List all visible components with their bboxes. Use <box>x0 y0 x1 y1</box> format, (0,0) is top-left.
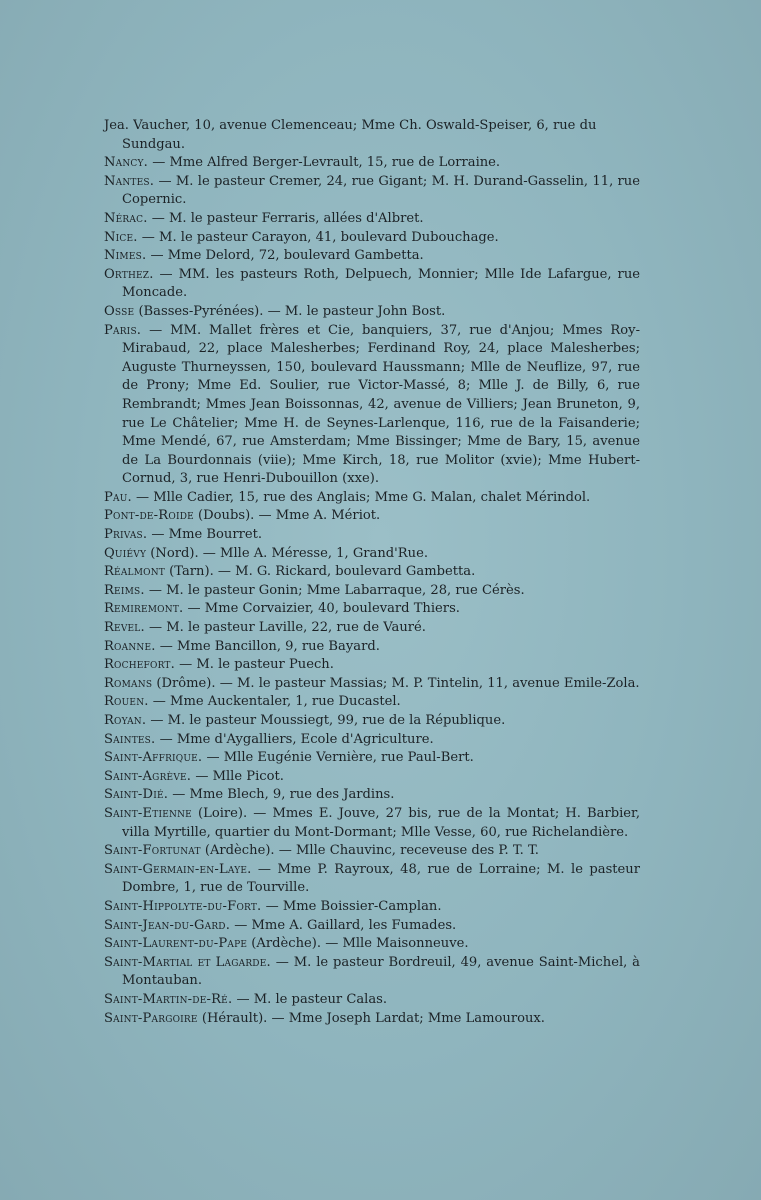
entry-text: — Mme A. Gaillard, les Fumades. <box>230 917 457 933</box>
entries <box>104 154 640 1028</box>
entry-text: — Mme Delord, 72, boulevard Gambetta. <box>146 248 424 264</box>
directory-entry <box>104 842 640 861</box>
entry-text: — M. le pasteur Laville, 22, rue de Vauré. <box>144 620 426 636</box>
continued-text: Jea. Vaucher, 10, avenue Clemenceau; Mme Ch. Oswald-Speiser, 6, rue du Sundgau. <box>104 118 597 152</box>
place-name: Saint-Fortunat <box>104 843 201 859</box>
place-name: Nérac. <box>104 210 148 226</box>
place-name: Rouen. <box>104 694 149 710</box>
entry-text: — Mlle Eugénie Vernière, rue Paul-Bert. <box>202 750 474 766</box>
place-name: Saint-Agrève. <box>104 768 192 784</box>
entry-text: (Loire). — Mmes E. Jouve, 27 bis, rue de la Montat; H. Barbier, villa Myrtille, quartier du Mont-Dormant; Mlle Vesse, 60, rue Richelandière. <box>122 805 640 840</box>
entry-text: — M. le pasteur Ferraris, allées d'Albret. <box>147 210 424 226</box>
entry-text: (Doubs). — Mme A. Mériot. <box>193 508 381 524</box>
place-name: Revel. <box>104 620 145 636</box>
place-name: Royan. <box>104 713 147 728</box>
place-name: Saint-Affrique. <box>104 750 203 766</box>
entry-text: (Drôme). — M. le pasteur Massias; M. P. Tintelin, 11, avenue Emile-Zola. <box>152 675 640 691</box>
entry-text: — Mlle Cadier, 15, rue des Anglais; Mme G. Malan, chalet Mérindol. <box>131 489 591 505</box>
place-name: Pont-de-Roide <box>104 508 194 524</box>
entry-text: — M. le pasteur Moussiegt, 99, rue de la République. <box>146 713 506 728</box>
directory-entry <box>104 173 640 210</box>
directory-entry <box>104 507 640 526</box>
directory-entry <box>104 154 640 173</box>
place-name: Saint-Hippolyte-du-Fort. <box>104 898 262 914</box>
place-name: Nantes. <box>104 173 155 189</box>
directory-entry <box>104 991 640 1010</box>
directory-entry <box>104 805 640 842</box>
entry-text: — Mme d'Aygalliers, Ecole d'Agriculture. <box>155 731 434 747</box>
directory-entry <box>104 712 640 731</box>
place-name: Nice. <box>104 229 138 245</box>
entry-text: — M. le pasteur Gonin; Mme Labarraque, 28, rue Cérès. <box>144 582 525 598</box>
entry-text: — M. le pasteur Bordreuil, 49, avenue Saint-Michel, à Montauban. <box>122 954 640 989</box>
directory-entry <box>104 861 640 898</box>
directory-entry <box>104 786 640 805</box>
place-name: Saint-Dié. <box>104 787 169 803</box>
place-name: Saint-Martin-de-Ré. <box>104 991 233 1007</box>
place-name: Orthez. <box>104 266 154 282</box>
directory-entry <box>104 247 640 266</box>
place-name: Pau. <box>104 489 132 505</box>
directory-entry <box>104 526 640 545</box>
directory-entry <box>104 675 640 694</box>
directory-entry <box>104 303 640 322</box>
directory-list <box>104 117 640 1028</box>
directory-entry <box>104 210 640 229</box>
directory-entry <box>104 656 640 675</box>
entry-text: — Mme Bourret. <box>147 527 263 543</box>
entry-text: — Mme Alfred Berger-Levrault, 15, rue de Lorraine. <box>148 155 501 171</box>
entry-text: — Mme P. Rayroux, 48, rue de Lorraine; M. le pasteur Dombre, 1, rue de Tourville. <box>122 861 640 896</box>
directory-entry <box>104 489 640 508</box>
directory-entry <box>104 619 640 638</box>
place-name: Paris. <box>104 322 142 338</box>
place-name: Nimes. <box>104 248 147 264</box>
directory-entry <box>104 229 640 248</box>
entry-text: (Hérault). — Mme Joseph Lardat; Mme Lamouroux. <box>197 1010 545 1026</box>
directory-entry <box>104 954 640 991</box>
entry-text: — MM. les pasteurs Roth, Delpuech, Monnier; Mlle Ide Lafargue, rue Moncade. <box>122 266 640 301</box>
directory-entry <box>104 898 640 917</box>
directory-entry <box>104 563 640 582</box>
directory-entry <box>104 582 640 601</box>
place-name: Réalmont <box>104 564 165 580</box>
place-name: Roanne. <box>104 638 156 654</box>
entry-text: — Mme Auckentaler, 1, rue Ducastel. <box>148 694 401 710</box>
place-name: Reims. <box>104 582 145 598</box>
place-name: Remiremont. <box>104 601 184 617</box>
place-name: Saint-Pargoire <box>104 1010 198 1026</box>
directory-entry <box>104 1010 640 1029</box>
entry-text: (Ardèche). — Mlle Chauvinc, receveuse des P. T. T. <box>200 843 539 859</box>
place-name: Saint-Laurent-du-Pape <box>104 936 248 952</box>
entry-text: (Tarn). — M. G. Rickard, boulevard Gambetta. <box>164 564 476 580</box>
entry-text: — Mme Boissier-Camplan. <box>261 898 442 914</box>
place-name: Privas. <box>104 527 148 543</box>
directory-entry <box>104 749 640 768</box>
entry-text: — M. le pasteur Calas. <box>232 991 388 1007</box>
directory-entry <box>104 266 640 303</box>
directory-entry <box>104 322 640 489</box>
entry-text: — Mme Corvaizier, 40, boulevard Thiers. <box>183 601 460 617</box>
entry-text: (Nord). — Mlle A. Méresse, 1, Grand'Rue. <box>146 545 428 561</box>
entry-text: — M. le pasteur Cremer, 24, rue Gigant; M. H. Durand-Gasselin, 11, rue Copernic. <box>122 173 640 208</box>
place-name: Saintes. <box>104 731 156 747</box>
place-name: Rochefort. <box>104 657 175 673</box>
entry-text: — MM. Mallet frères et Cie, banquiers, 37, rue d'Anjou; Mmes Roy-Mirabaud, 22, place Malesherbes; Ferdinand Roy, 24, place Malesherbes; Auguste Thurneyssen, 150, boulevard Haussmann; Mlle de Neuflize, 97, rue de Prony; Mme Ed. Soulier, rue Victor-Massé, 8; Mlle J. de Billy, 6, rue Rembrandt; Mmes Jean Boissonnas, 42, avenue de Villiers; Jean Bruneton, 9, rue Le Châtelier; Mme H. de Seynes-Larlenque, 116, rue de la Faisanderie; Mme Mendé, 67, rue Amsterdam; Mme Bissinger; Mme de Bary, 15, avenue de La Bourdonnais (viie); Mme Kirch, 18, rue Molitor (xvie); Mme Hubert-Cornud, 3, rue Henri-Dubouillon (xxe). <box>122 322 640 487</box>
place-name: Saint-Jean-du-Gard. <box>104 917 231 933</box>
directory-entry <box>104 768 640 787</box>
directory-entry <box>104 545 640 564</box>
entry-text: — Mme Bancillon, 9, rue Bayard. <box>155 638 380 654</box>
directory-entry <box>104 693 640 712</box>
entry-text: — M. le pasteur Carayon, 41, boulevard Dubouchage. <box>137 229 499 245</box>
place-name: Osse <box>104 303 135 319</box>
entry-text: — M. le pasteur Puech. <box>174 657 334 673</box>
place-name: Nancy. <box>104 155 149 171</box>
place-name: Saint-Etienne <box>104 805 192 821</box>
place-name: Saint-Germain-en-Laye. <box>104 861 252 877</box>
place-name: Saint-Martial et Lagarde. <box>104 954 271 970</box>
directory-entry <box>104 638 640 657</box>
entry-text: — Mme Blech, 9, rue des Jardins. <box>168 787 395 803</box>
directory-entry <box>104 600 640 619</box>
entry-text: — Mlle Picot. <box>191 768 284 784</box>
entry-text: (Basses-Pyrénées). — M. le pasteur John Bost. <box>134 303 446 319</box>
directory-entry <box>104 731 640 750</box>
place-name: Romans <box>104 675 153 691</box>
directory-entry <box>104 917 640 936</box>
entry-text: (Ardèche). — Mlle Maisonneuve. <box>247 936 469 952</box>
continued-entry <box>104 117 640 154</box>
directory-entry <box>104 935 640 954</box>
place-name: Quiévy <box>104 545 147 561</box>
